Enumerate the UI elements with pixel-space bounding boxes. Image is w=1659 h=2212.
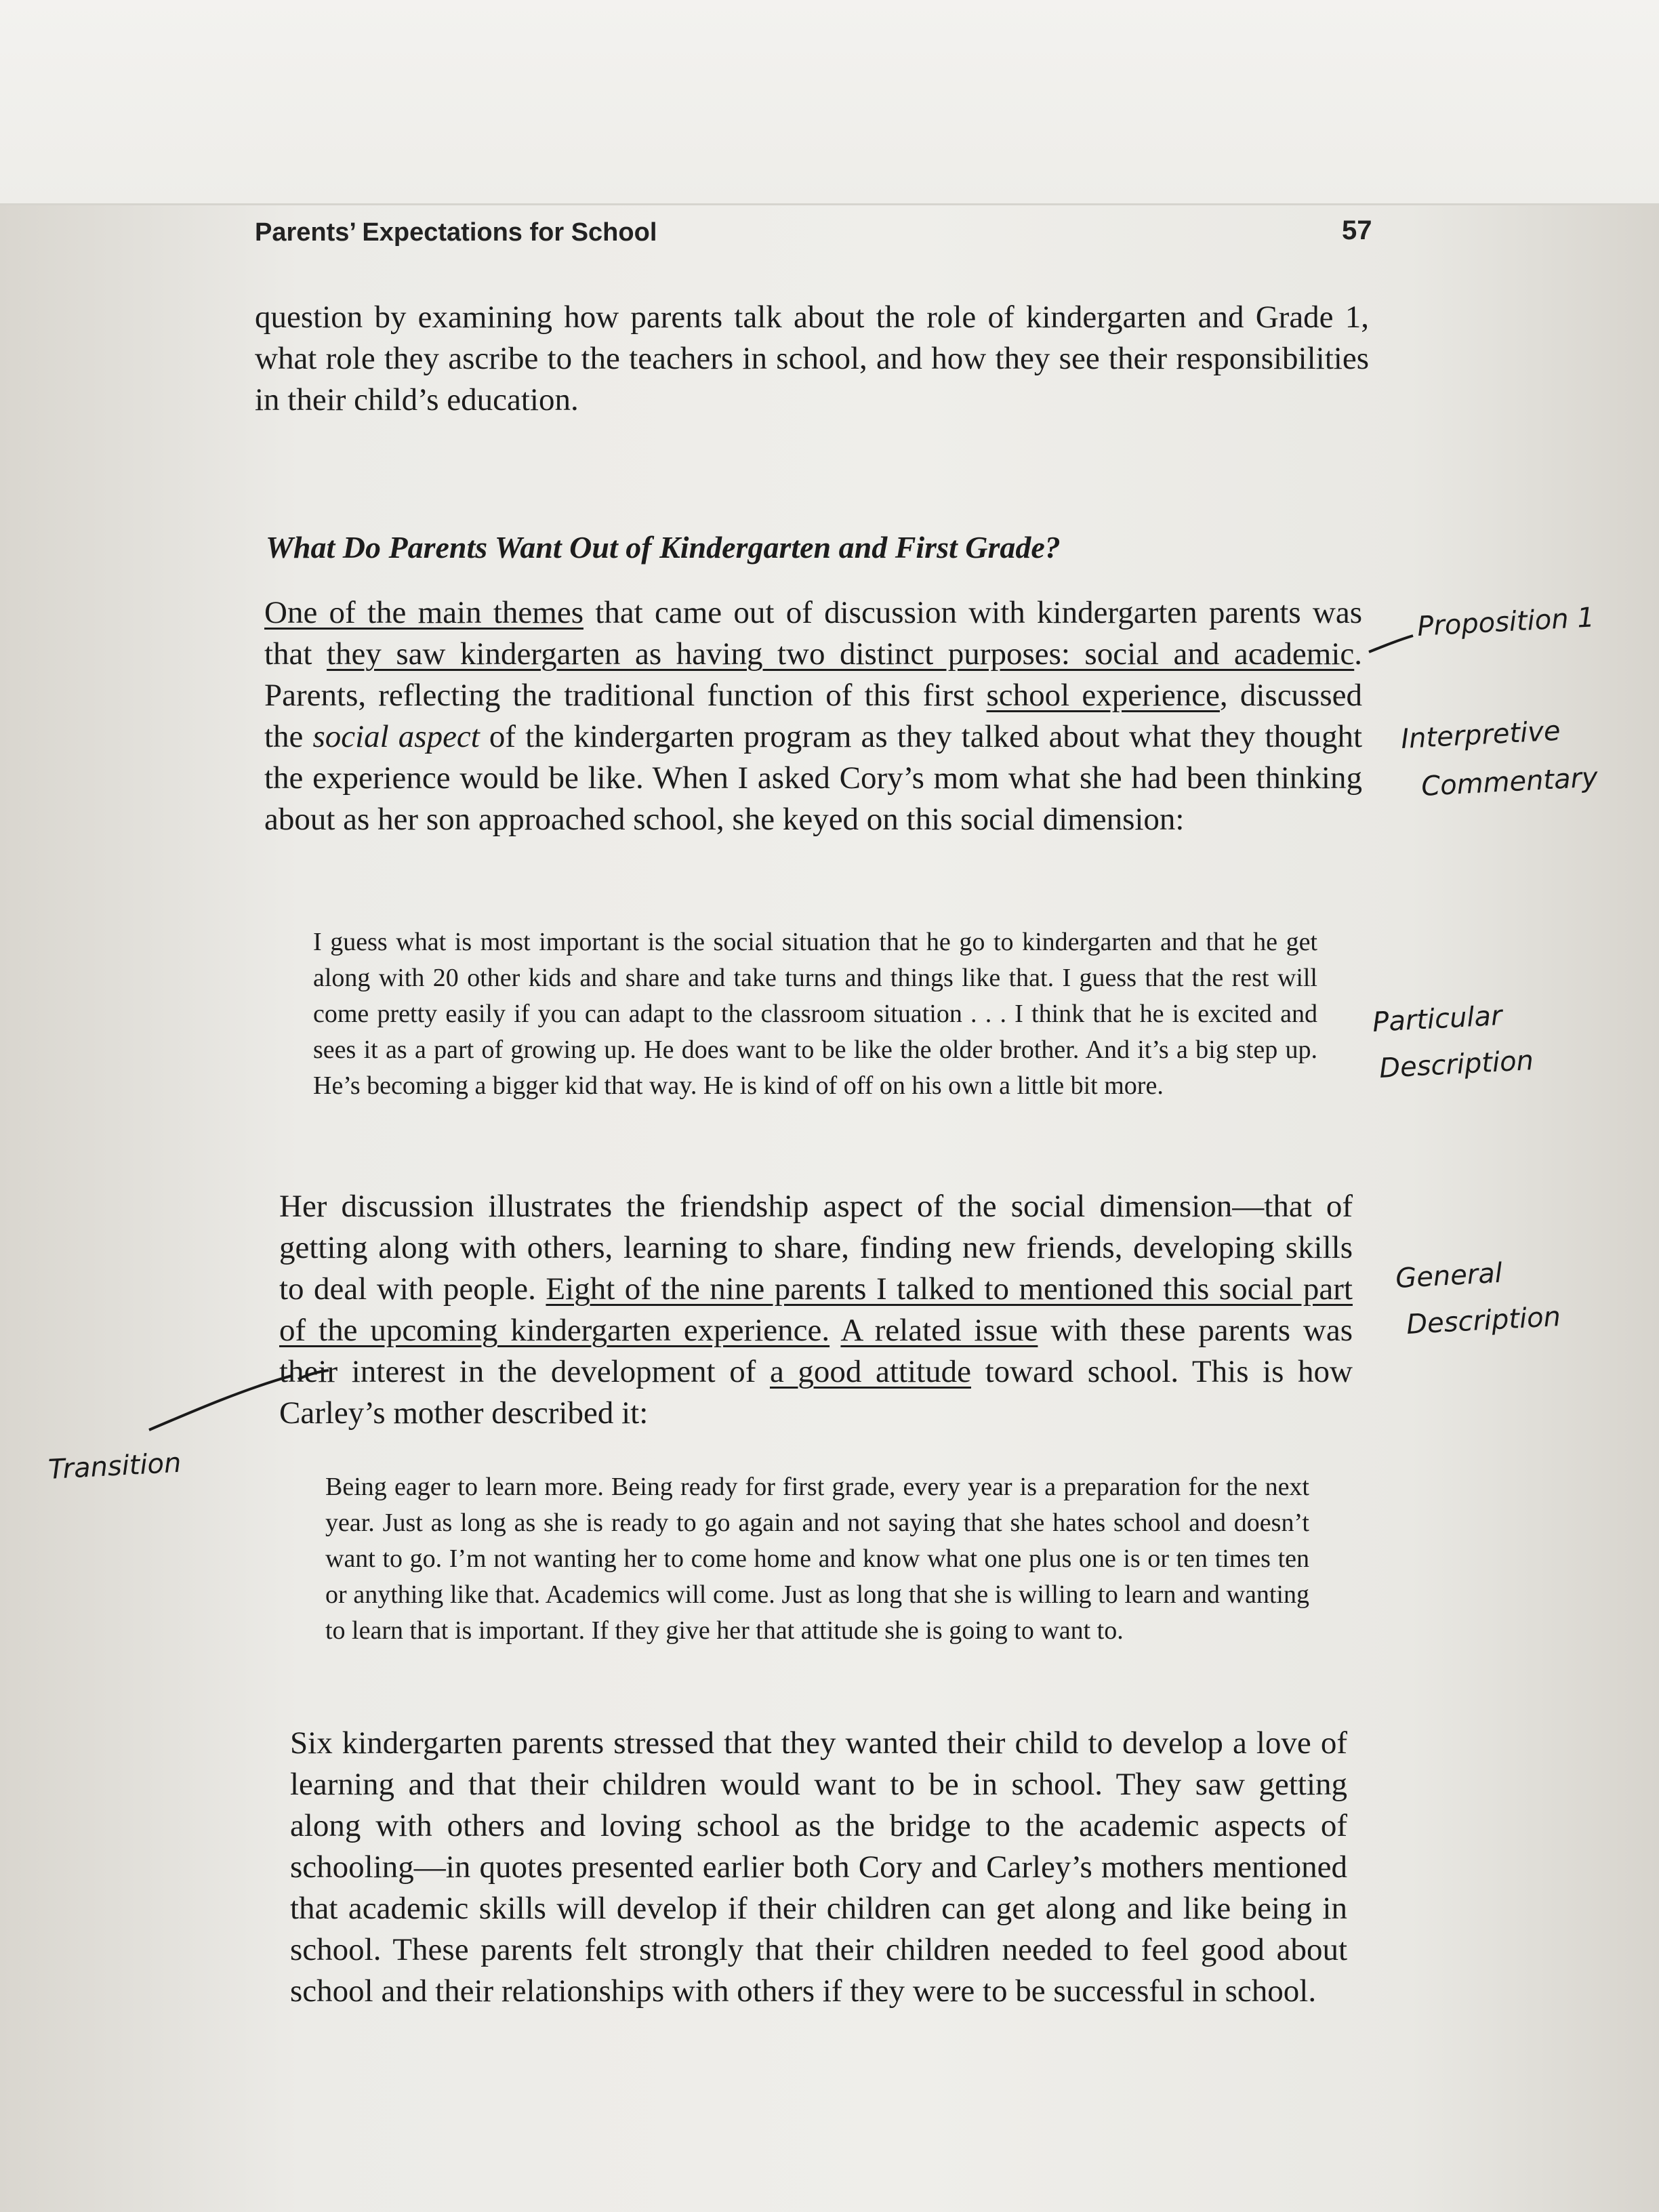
section-heading: What Do Parents Want Out of Kindergarten and First Grade? bbox=[266, 530, 1061, 565]
block-quote-cory-mom: I guess what is most important is the social situation that he go to kindergarten and that he get along with 20 other kids and share and take turns and things like that. I guess that the rest will come pretty easily if you can adapt to the classroom situation . . . I think that he is excited and sees it as a part of growing up. He does want to be like the older brother. And it’s a big step up. He’s becoming a bigger kid that way. He is kind of off on his own a little bit more. bbox=[313, 928, 1317, 1100]
underline-eight-of-nine: Eight of the nine parents I talked to mentioned this social part of the upcoming kindergarten experience. bbox=[279, 1271, 1353, 1348]
transition-pointer-line bbox=[149, 1376, 291, 1430]
margin-note-interpretive: Interpretive bbox=[1400, 715, 1561, 755]
underline-good-attitude: a good attitude bbox=[769, 1354, 971, 1389]
margin-note-proposition: Proposition 1 bbox=[1416, 602, 1595, 642]
margin-note-general: General bbox=[1395, 1257, 1503, 1294]
margin-note-particular: Particular bbox=[1372, 1000, 1503, 1038]
paragraph-love-of-learning: Six kindergarten parents stressed that they wanted their child to develop a love of learning and that their children would want to be in school. They saw getting along with others and loving school as the bridge to the academic aspects of schooling—in quotes presented earlier both Cory and Carley’s mothers mentioned that academic skills will develop if their children can get along and like being in school. These parents felt strongly that their children needed to feel good about school and their relationships with others if they were to be successful in school. bbox=[290, 1725, 1347, 2009]
paragraph-friendship: Her discussion illustrates the friendship aspect of the social dimension—that of getting along with others, learning to share, finding new friends, developing skills to deal with people. Eight of the nine parents I talked to mentioned this social part of the upcoming kindergarten experience. A related issue with these parents was their interest in the development of a good attitude toward school. This is how Carley’s mother described it: bbox=[279, 1189, 1353, 1431]
running-head: Parents’ Expectations for School bbox=[255, 218, 657, 247]
margin-note-commentary: Commentary bbox=[1420, 762, 1599, 802]
emphasis-social-aspect: social aspect bbox=[312, 719, 480, 754]
underline-two-purposes: they saw kindergarten as having two distinct purposes: social and academic bbox=[326, 636, 1355, 672]
margin-note-description-2: Description bbox=[1406, 1301, 1562, 1340]
margin-note-description-1: Description bbox=[1378, 1045, 1535, 1084]
block-quote-carley-mother: Being eager to learn more. Being ready for first grade, every year is a preparation for the next year. Just as long as she is ready to go again and not saying that she hates school and doesn’t want to go. I’m not wanting her to come home and know what one plus one is or ten times ten or anything like that. Academics will come. Just as long that she is willing to learn and wanting to learn that is important. If they give her that attitude she is going to want to. bbox=[325, 1473, 1309, 1645]
transition-pointer-tip bbox=[298, 1370, 329, 1379]
underline-main-themes: One of the main themes bbox=[264, 595, 583, 630]
page-number: 57 bbox=[1342, 216, 1372, 245]
arrow-proposition-line bbox=[1369, 636, 1413, 652]
intro-paragraph: question by examining how parents talk about the role of kindergarten and Grade 1, what role they ascribe to the teachers in school, and how they see their responsibilities in their child’s education. bbox=[255, 300, 1369, 417]
paragraph-social-academic: One of the main themes that came out of discussion with kindergarten parents was that they saw kindergarten as having two distinct purposes: social and academic. Parents, reflecting the traditional function of this first school experience, discussed the social aspect of the kindergarten program as they talked about what they thought the experience would be like. When I asked Cory’s mom what she had been thinking about as her son approached school, she keyed on this social dimension: bbox=[264, 595, 1363, 837]
underline-related-issue: A related issue bbox=[840, 1313, 1038, 1348]
underline-school-experience: school experience bbox=[986, 678, 1220, 713]
margin-note-transition: Transition bbox=[47, 1447, 182, 1486]
